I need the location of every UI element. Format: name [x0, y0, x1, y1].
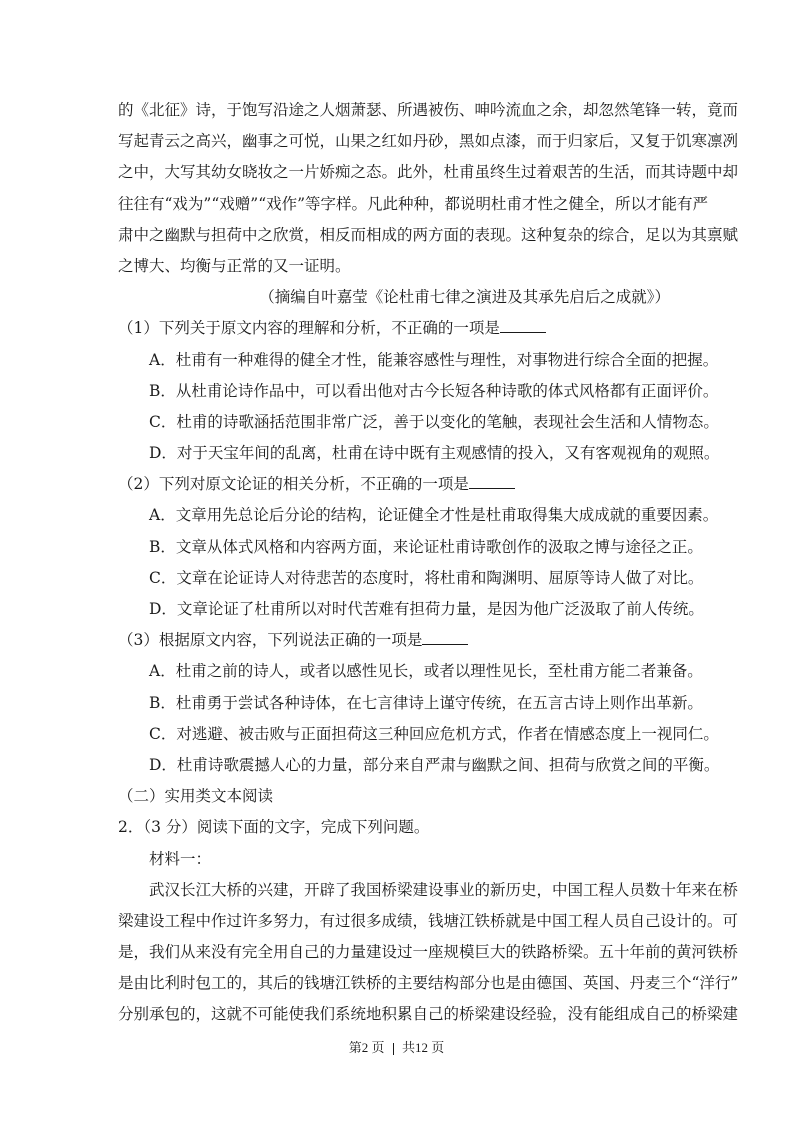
page-number-current: 第2 页 — [348, 1040, 385, 1055]
answer-blank — [500, 318, 546, 333]
option-b: B．杜甫勇于尝试各种诗体，在七言律诗上谨守传统，在五言古诗上则作出革新。 — [149, 693, 703, 712]
passage-line: 的《北征》诗，于饱写沿途之人烟萧瑟、所遇被伤、呻吟流血之余，却忽然笔锋一转，竟而 — [118, 101, 739, 119]
footer-separator — [393, 1043, 395, 1055]
option-d: D．文章论证了杜甫所以对时代苦难有担荷力量，是因为他广泛汲取了前人传统。 — [149, 600, 704, 618]
question-stem — [118, 469, 678, 500]
material-line: 梁建设工程中作过许多努力，有过很多成绩，钱塘江铁桥就是中国工程人员自己设计的。可 — [118, 911, 739, 930]
option-a: A．杜甫之前的诗人，或者以感性见长，或者以理性见长，至杜甫方能二者兼备。 — [149, 662, 703, 681]
option-a: A．文章用先总论后分论的结构，论证健全才性是杜甫取得集大成成就的重要因素。 — [149, 506, 719, 525]
material-line: 分别承包的，这就不可能使我们系统地积累自己的桥梁建设经验，没有能组成自己的桥梁建 — [118, 1005, 739, 1024]
question-3 — [118, 625, 720, 781]
material-line: 武汉长江大桥的兴建，开辟了我国桥梁建设事业的新历史，中国工程人员数十年来在桥 — [149, 880, 739, 899]
passage-line: 往往有“戏为”“戏赠”“戏作”等字样。凡此种种，都说明杜甫才性之健全，所以才能有严 — [118, 194, 709, 213]
option-d: D．杜甫诗歌震撼人心的力量，部分来自严肃与幽默之间、担荷与欣赏之间的平衡。 — [149, 755, 720, 774]
page-footer — [0, 1037, 793, 1056]
option-b: B．文章从体式风格和内容两方面，来论证杜甫诗歌创作的汲取之博与途径之正。 — [149, 537, 703, 556]
passage-source: （摘编自叶嘉莹《论杜甫七律之演进及其承先启后之成就》） — [259, 288, 670, 307]
material-label: 材料一： — [149, 849, 212, 868]
page-content — [118, 95, 739, 1031]
passage — [118, 95, 739, 313]
passage-line: 之中，大写其幼女晓妆之一片娇痴之态。此外，杜甫虽终生过着艰苦的生活，而其诗题中却 — [118, 163, 739, 182]
option-c: C．对逃避、被击败与正面担荷这三种回应危机方式，作者在情感态度上一视同仁。 — [149, 724, 719, 743]
section-2 — [118, 781, 739, 1031]
question-stem — [118, 625, 678, 656]
material-line: 是，我们从来没有完全用自己的力量建设过一座规模巨大的铁路桥梁。五十年前的黄河铁桥 — [118, 943, 739, 962]
option-d: D．对于天宝年间的乱离，杜甫在诗中既有主观感情的投入，又有客观视角的观照。 — [149, 444, 720, 463]
section-heading: （二）实用类文本阅读 — [118, 787, 274, 806]
page-number-total: 共12 页 — [402, 1040, 445, 1055]
passage-line: 写起青云之高兴，幽事之可悦，山果之红如丹砂，黑如点漆，而于归家后，又复于饥寒凛冽 — [118, 132, 739, 151]
material-line: 是由比利时包工的，其后的钱塘江铁桥的主要结构部分也是由德国、英国、丹麦三个“洋行” — [118, 974, 739, 993]
question-2 — [118, 469, 719, 625]
question-stem-text: （1）下列关于原文内容的理解和分析，不正确的一项是 — [118, 319, 500, 338]
option-c: C．杜甫的诗歌涵括范围非常广泛，善于以变化的笔触，表现社会生活和人情物态。 — [149, 412, 719, 431]
option-b: B．从杜甫论诗作品中，可以看出他对古今长短各种诗歌的体式风格都有正面评价。 — [149, 381, 719, 400]
answer-blank — [422, 630, 468, 645]
passage-line: 之博大、均衡与正常的又一证明。 — [118, 256, 351, 275]
passage-line: 肃中之幽默与担荷中之欣赏，相反而相成的两方面的表现。这种复杂的综合，足以为其禀赋 — [118, 225, 739, 244]
question-stem-text: （3）根据原文内容，下列说法正确的一项是 — [118, 631, 423, 650]
option-c: C．文章在论证诗人对待悲苦的态度时，将杜甫和陶渊明、屈原等诗人做了对比。 — [149, 568, 704, 587]
option-a: A．杜甫有一种难得的健全才性，能兼容感性与理性，对事物进行综合全面的把握。 — [149, 350, 719, 369]
question-stem-text: （2）下列对原文论证的相关分析，不正确的一项是 — [118, 475, 469, 494]
question-1 — [118, 313, 720, 469]
answer-blank — [469, 474, 515, 489]
question-stem — [118, 313, 678, 344]
question-heading: 2．（3 分）阅读下面的文字，完成下列问题。 — [118, 818, 430, 837]
